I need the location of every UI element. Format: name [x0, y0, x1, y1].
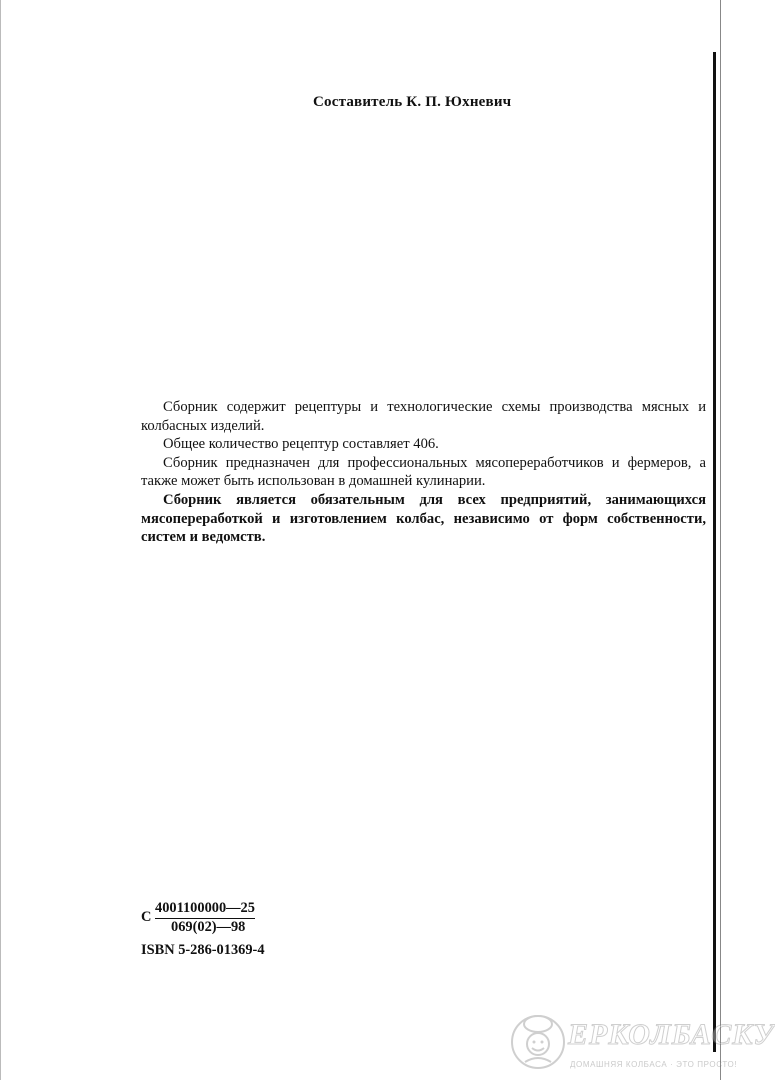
watermark-subtitle: ДОМАШНЯЯ КОЛБАСА · ЭТО ПРОСТО! — [570, 1060, 738, 1069]
watermark-title: ЕРКОЛБАСКУ — [568, 1018, 775, 1051]
page-left-edge — [0, 0, 1, 1080]
annotation-paragraph-2: Общее количество рецептур составляет 406. — [163, 436, 439, 453]
page-right-edge — [720, 0, 721, 1080]
compiler-line: Составитель К. П. Юхневич — [313, 94, 512, 110]
isbn-line: ISBN 5-286-01369-4 — [141, 942, 265, 958]
annotation-block — [141, 398, 706, 547]
annotation-paragraph-3: Сборник предназначен для профессиональных мясопереработчиков и фермеров, а также может быть использован в домашней кулинарии. — [141, 454, 706, 490]
annotation-paragraph-4: Сборник является обязательным для всех предприятий, занимающихся мясопереработкой и изготовлением колбас, независимо от форм собственности, систем и ведомств. — [141, 491, 706, 546]
bbk-letter: С — [141, 909, 152, 925]
chef-logo-icon — [508, 1010, 568, 1070]
bbk-numerator: 4001100000—25 — [155, 900, 255, 919]
annotation-paragraph-1: Сборник содержит рецептуры и технологические схемы производства мясных и колбасных изделий. — [141, 399, 706, 434]
watermark — [508, 1010, 775, 1076]
page-right-binding-line — [713, 52, 716, 1052]
bbk-denominator: 069(02)—98 — [171, 919, 246, 935]
